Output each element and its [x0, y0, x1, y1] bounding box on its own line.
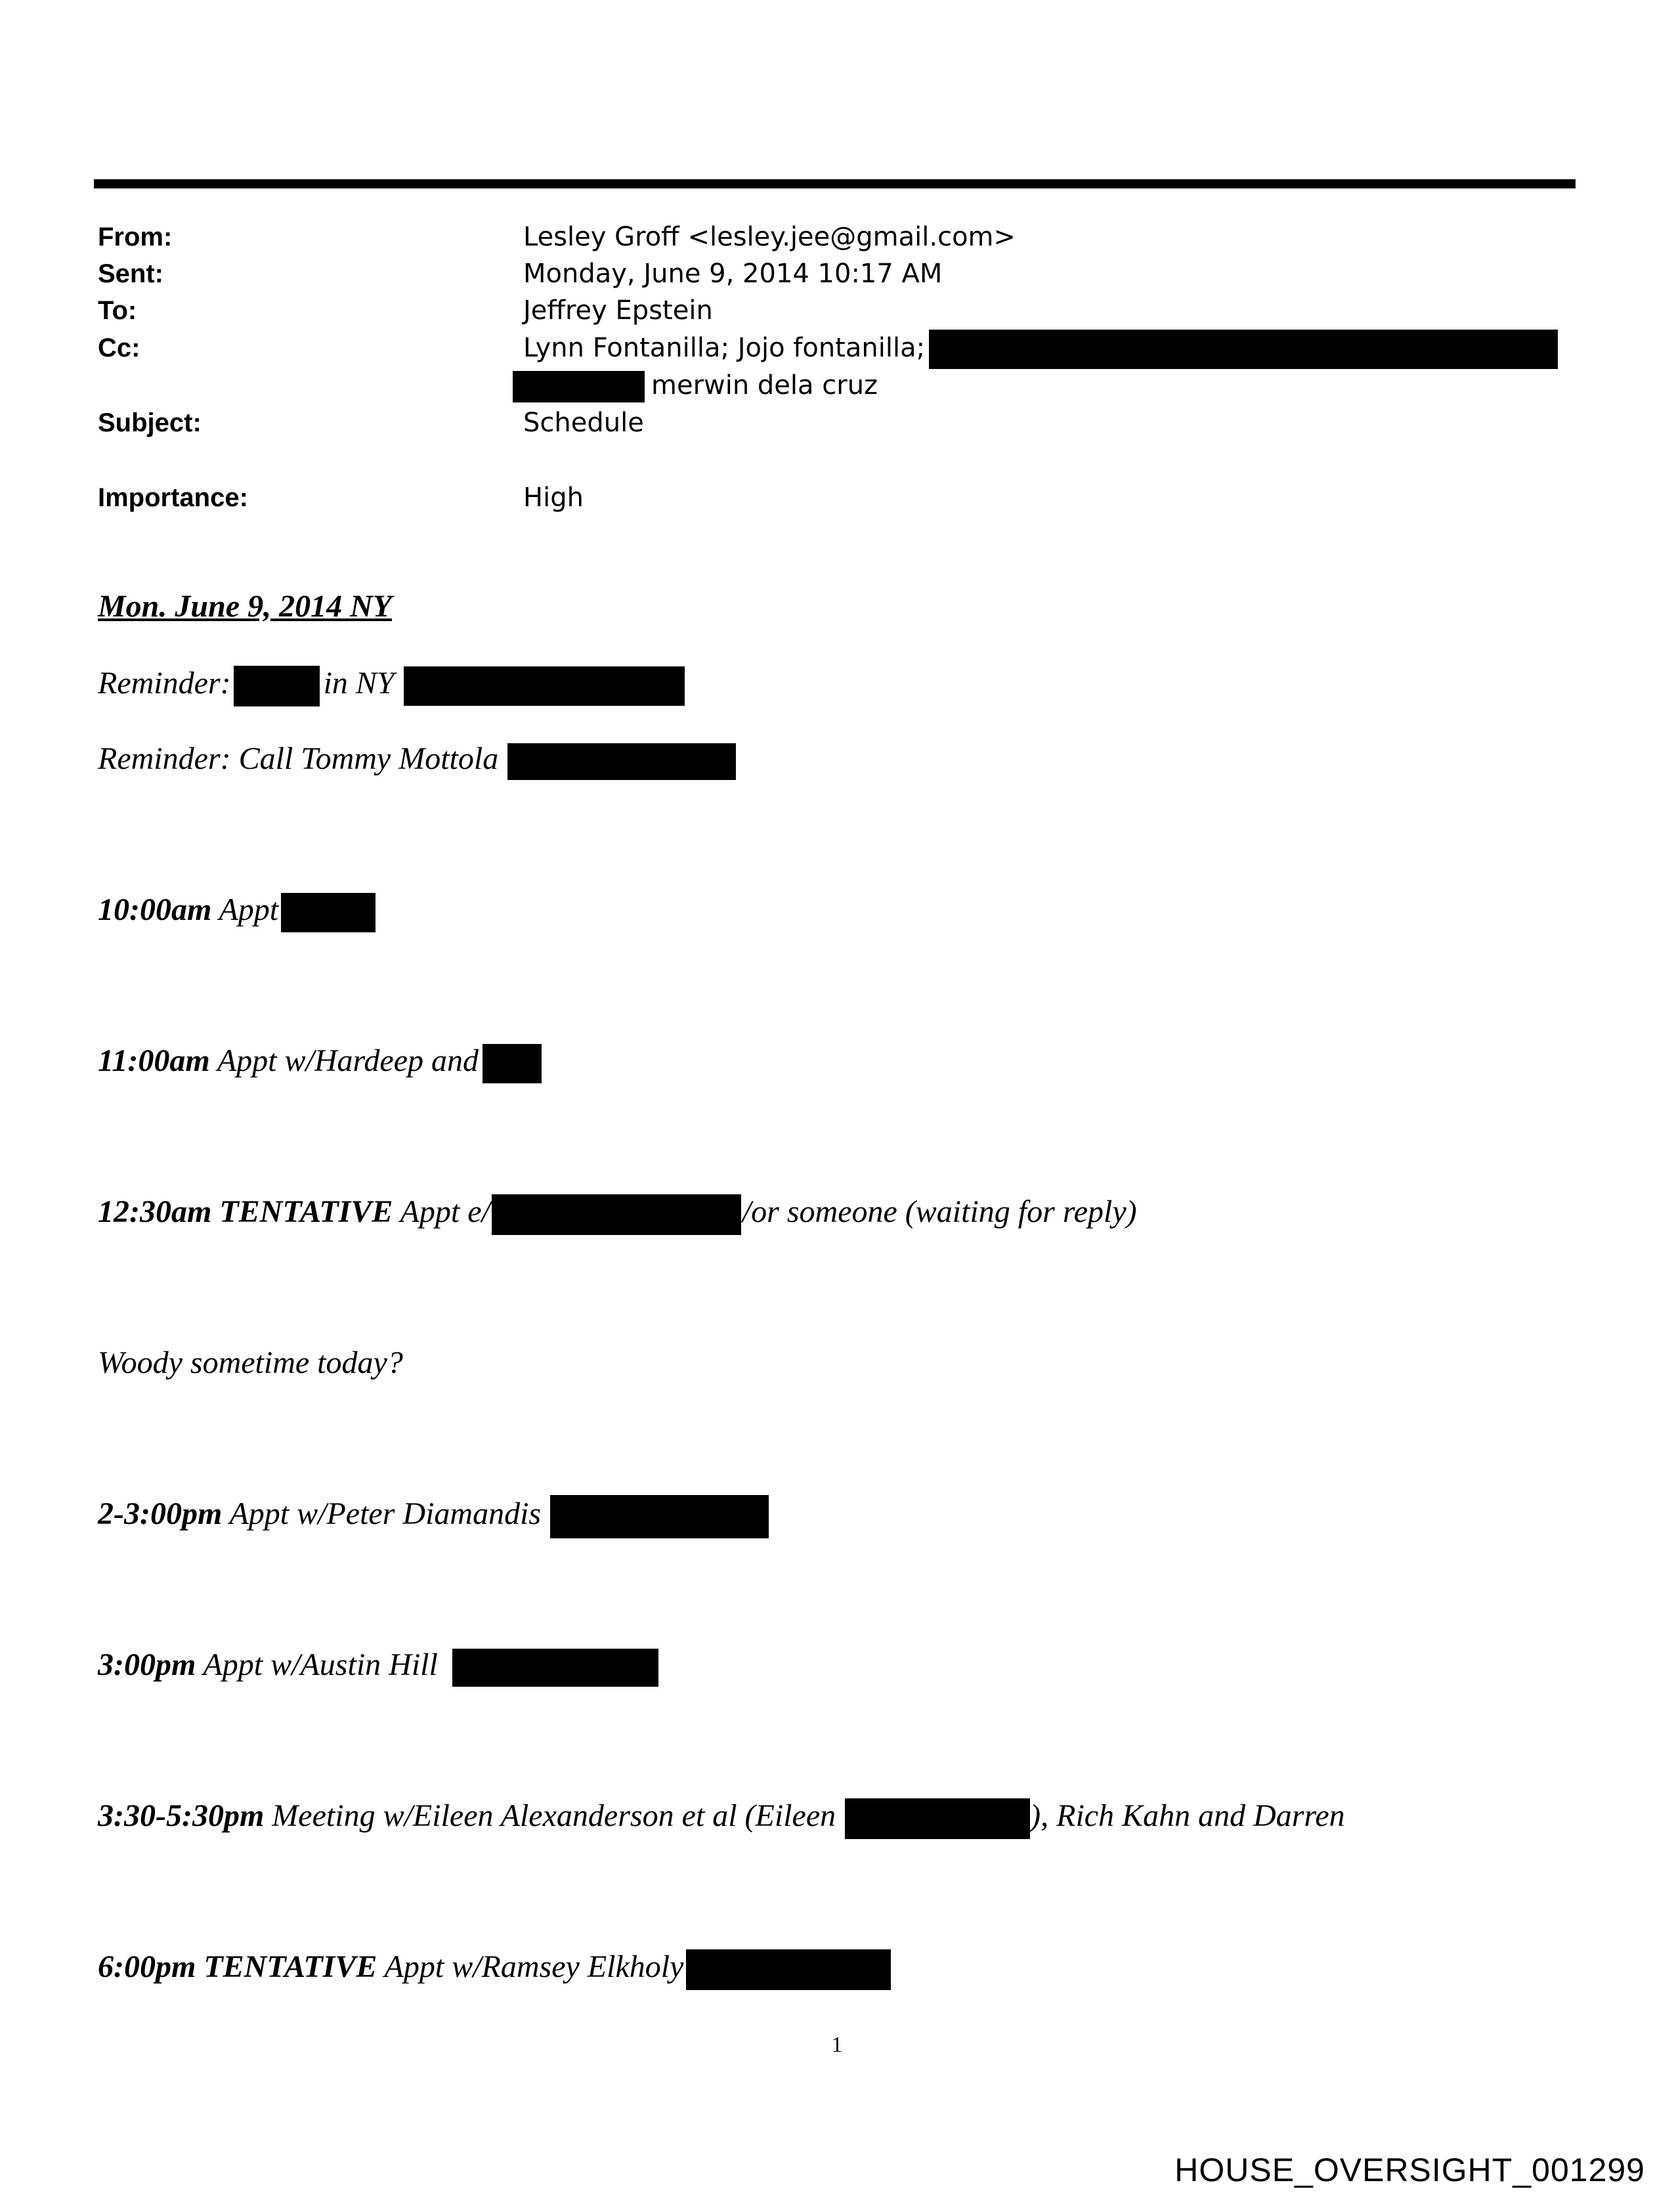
- subject-label: Subject:: [98, 408, 202, 437]
- subject-value: Schedule: [523, 408, 644, 438]
- reminder-2: Reminder: Call Tommy Mottola: [98, 738, 736, 780]
- redaction-box: [507, 743, 736, 780]
- schedule-item-6: 3:00pm Appt w/Austin Hill: [98, 1644, 658, 1687]
- schedule-item-5: 2-3:00pm Appt w/Peter Diamandis: [98, 1493, 769, 1538]
- redaction-box: [483, 1044, 542, 1083]
- redaction-box: [404, 666, 685, 706]
- cc-value-2: merwin dela cruz: [651, 370, 878, 401]
- redaction-box: [845, 1798, 1030, 1839]
- sent-value: Monday, June 9, 2014 10:17 AM: [523, 259, 943, 289]
- schedule-item-8: 6:00pm TENTATIVE Appt w/Ramsey Elkholy: [98, 1946, 891, 1990]
- schedule-item-4: Woody sometime today?: [98, 1345, 403, 1380]
- redaction-box: [513, 371, 645, 402]
- redaction-box: [281, 893, 376, 932]
- cc-label: Cc:: [98, 334, 140, 362]
- to-label: To:: [98, 296, 137, 325]
- redaction-box: [686, 1949, 891, 1990]
- schedule-item-7: 3:30-5:30pm Meeting w/Eileen Alexanderson et al (Eileen ), Rich Kahn and Darren: [98, 1795, 1345, 1839]
- bates-number: HOUSE_OVERSIGHT_001299: [1174, 2152, 1645, 2188]
- importance-value: High: [523, 483, 584, 513]
- schedule-item-2: 11:00am Appt w/Hardeep and: [98, 1040, 542, 1083]
- from-value: Lesley Groff <lesley.jee@gmail.com>: [523, 222, 1016, 252]
- importance-label: Importance:: [98, 483, 248, 512]
- cc-value-line1: [523, 330, 1558, 369]
- from-label: From:: [98, 223, 173, 251]
- schedule-item-1: 10:00am Appt: [98, 889, 376, 932]
- redaction-box: [550, 1495, 769, 1538]
- cc-value-1: Lynn Fontanilla; Jojo fontanilla;: [523, 333, 926, 363]
- reminder-1: Reminder: in NY: [98, 662, 685, 706]
- cc-value-line2: [523, 367, 878, 404]
- schedule-item-3: 12:30am TENTATIVE Appt e/ /or someone (waiting for reply): [98, 1191, 1137, 1235]
- header-rule: [94, 179, 1576, 188]
- page-number: 1: [831, 2033, 843, 2057]
- to-value: Jeffrey Epstein: [523, 295, 713, 326]
- schedule-title: Mon. June 9, 2014 NY: [98, 589, 393, 624]
- redaction-box: [929, 330, 1558, 369]
- redaction-box: [234, 666, 320, 706]
- redaction-box: [452, 1649, 658, 1687]
- sent-label: Sent:: [98, 259, 163, 288]
- redaction-box: [492, 1194, 741, 1235]
